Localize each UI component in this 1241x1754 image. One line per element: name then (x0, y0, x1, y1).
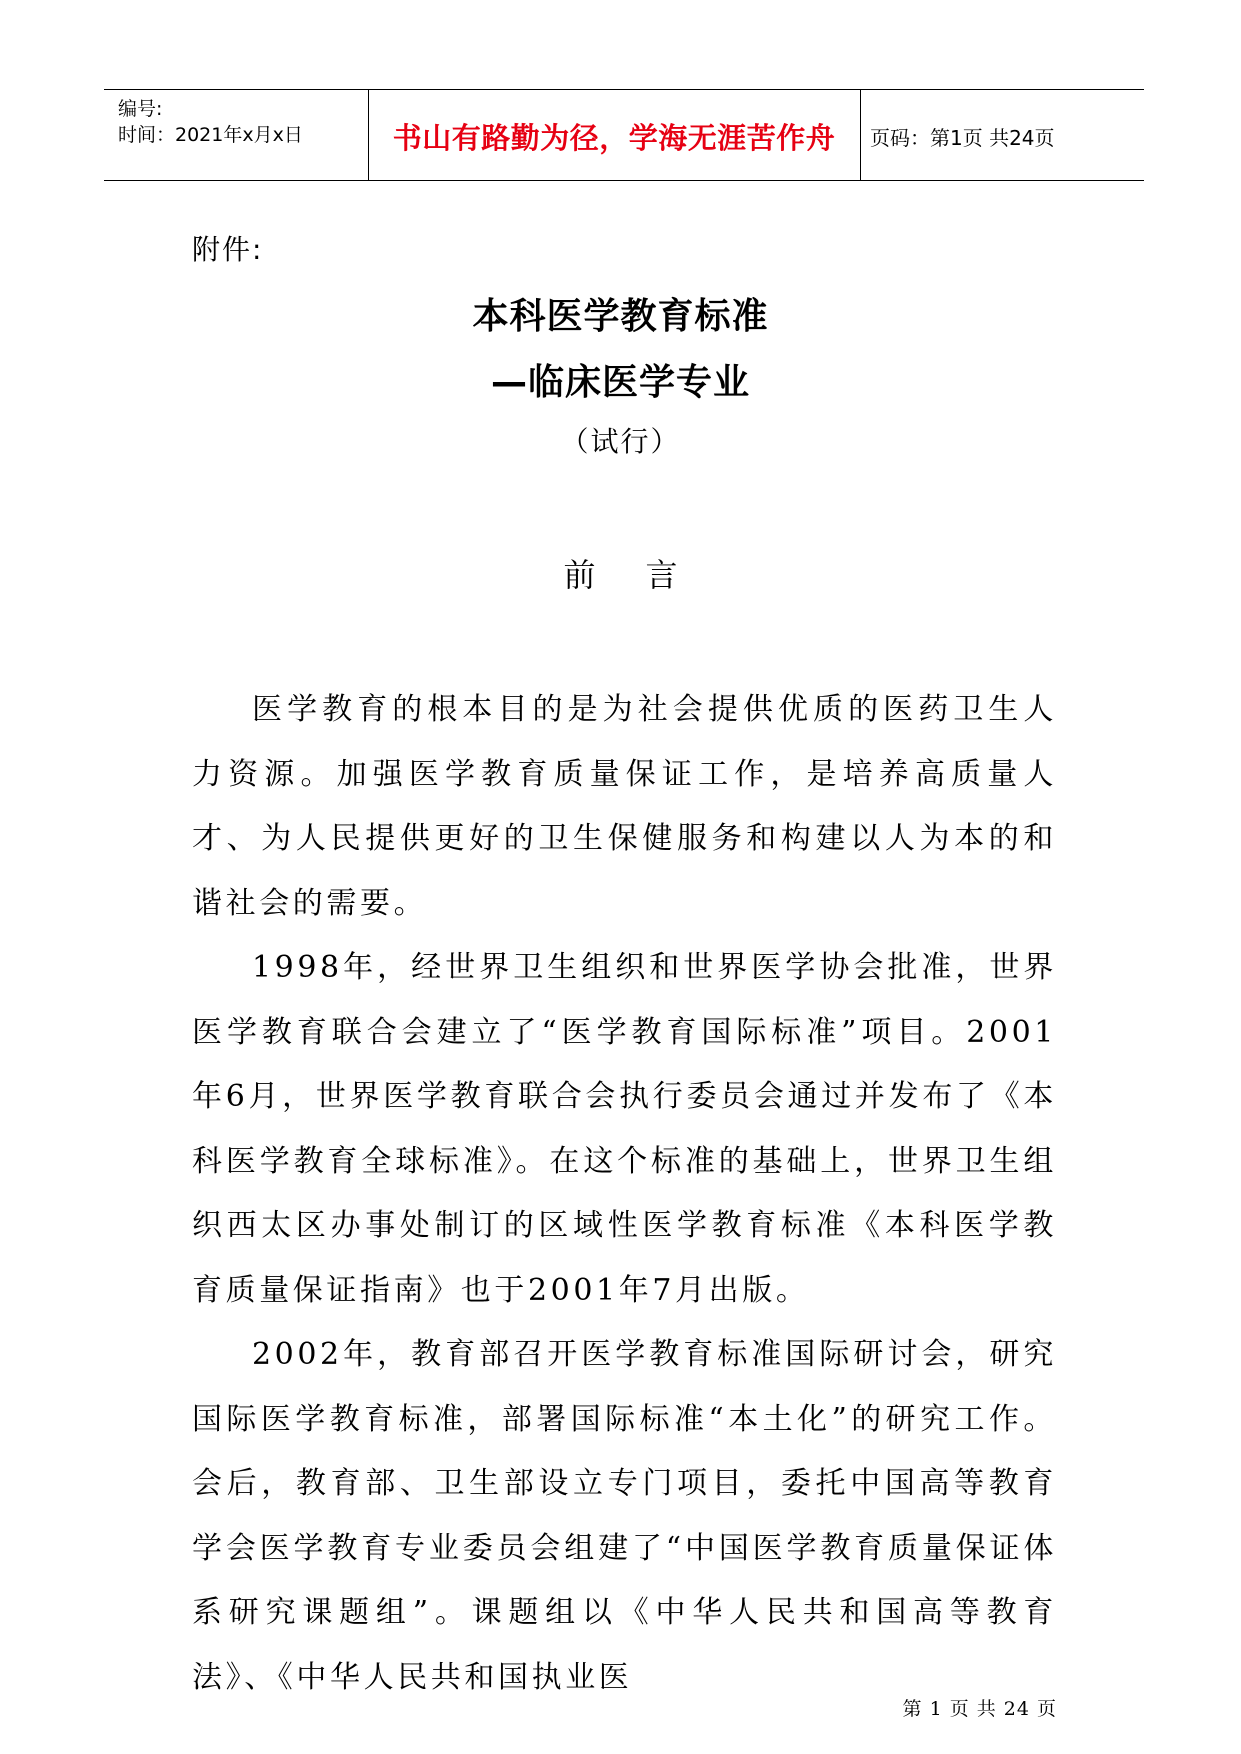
header-meta (118, 96, 303, 148)
section-heading: 前言 (563, 556, 728, 594)
document-subtitle: —临床医学专业 (490, 362, 750, 403)
page-header (104, 89, 1144, 181)
paragraph-1: 医学教育的根本目的是为社会提供优质的医药卫生人力资源。加强医学教育质量保证工作，是培养高质量人才、为人民提供更好的卫生保健服务和构建以人为本的和谐社会的需要。 (192, 692, 1057, 921)
page-footer-number: 第 1 页 共 24 页 (902, 1698, 1057, 1720)
document-body (192, 678, 1057, 1710)
document-title: 本科医学教育标准 (472, 296, 769, 337)
document-note: （试行） (560, 425, 681, 458)
header-divider-right (860, 90, 861, 180)
paragraph-2: 1998年，经世界卫生组织和世界医学协会批准，世界医学教育联合会建立了“医学教育国际标准”项目。2001年6月，世界医学教育联合会执行委员会通过并发布了《本科医学教育全球标准》。在这个标准的基础上，世界卫生组织西太区办事处制订的区域性医学教育标准《本科医学教育质量保证指南》也于2001年7月出版。 (192, 950, 1057, 1308)
paragraph-3: 2002年，教育部召开医学教育标准国际研讨会，研究国际医学教育标准，部署国际标准“本土化”的研究工作。会后，教育部、卫生部设立专门项目，委托中国高等教育学会医学教育专业委员会组建了“中国医学教育质量保证体系研究课题组”。课题组以《中华人民共和国高等教育法》、《中华人民共和国执业医 (192, 1337, 1057, 1695)
attachment-label: 附件: (192, 233, 264, 266)
header-motto: 书山有路勤为径，学海无涯苦作舟 (392, 120, 836, 155)
serial-label: 编号: (118, 98, 163, 120)
time-label: 时间：2021年x月x日 (118, 124, 303, 146)
header-page-label: 页码：第1页 共24页 (870, 125, 1055, 150)
